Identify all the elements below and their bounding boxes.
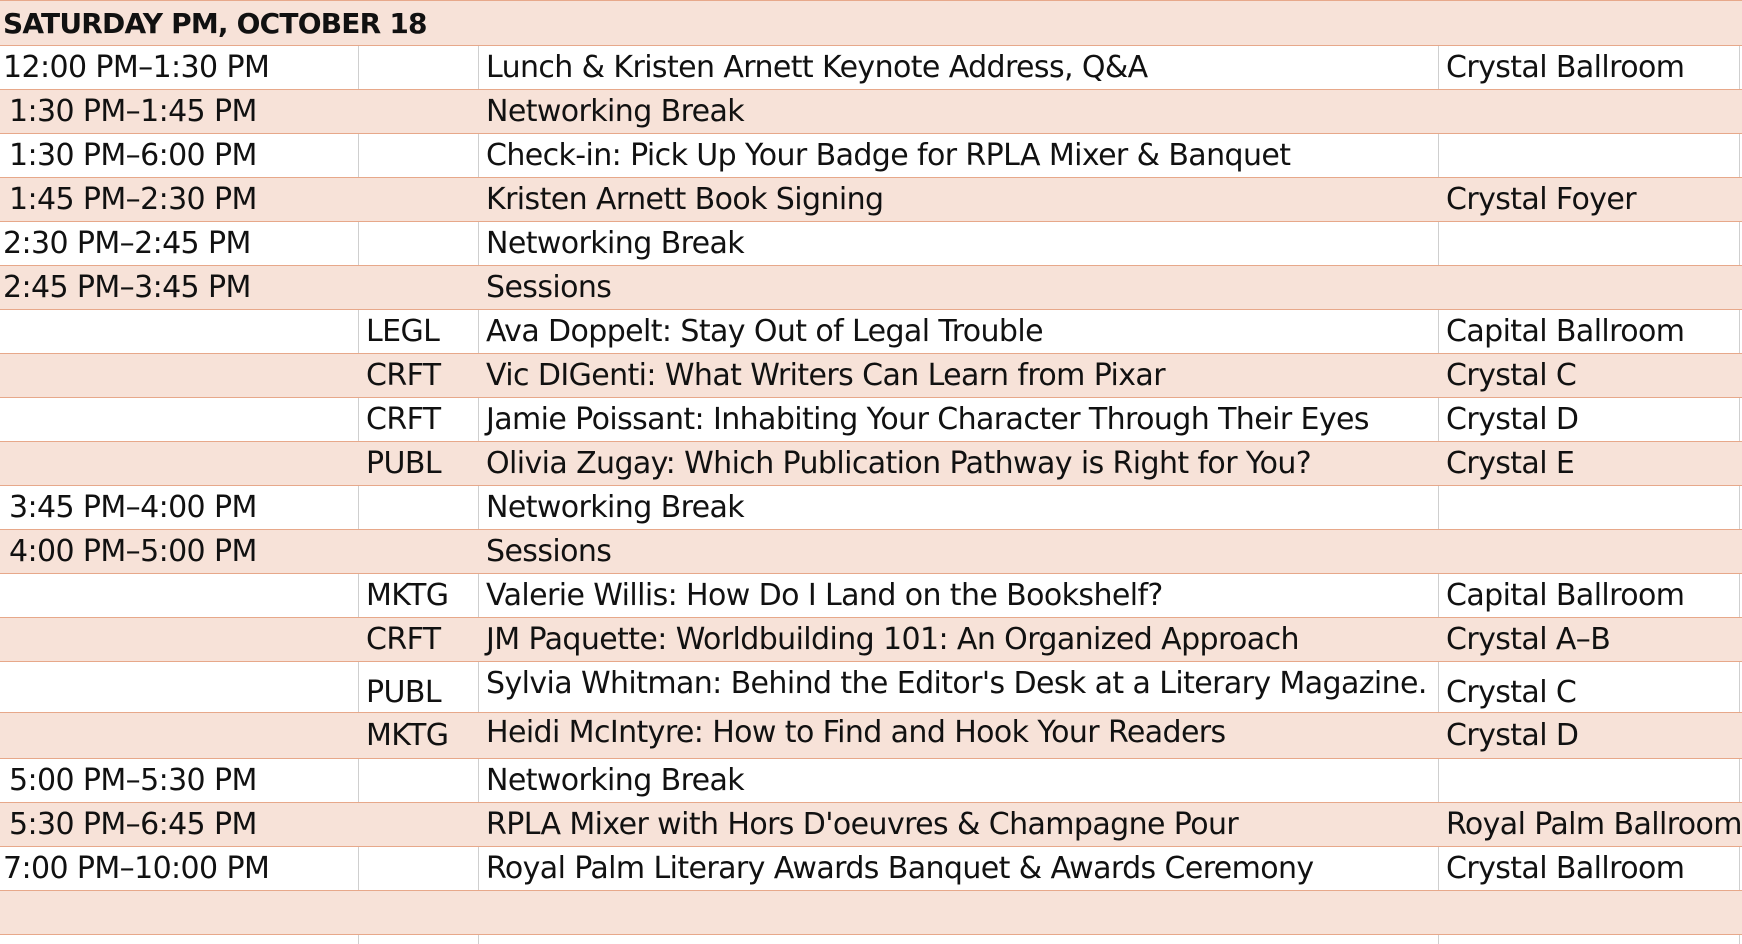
schedule-row[interactable]	[0, 89, 1742, 133]
column-divider	[478, 310, 479, 353]
track-cell[interactable]: LEGL	[366, 314, 440, 349]
room-cell[interactable]: Crystal E	[1446, 446, 1575, 481]
room-cell[interactable]: Crystal Ballroom	[1446, 50, 1685, 85]
column-divider	[1438, 222, 1439, 265]
schedule-row[interactable]	[0, 177, 1742, 221]
event-cell[interactable]: Ava Doppelt: Stay Out of Legal Trouble	[486, 314, 1043, 349]
column-divider	[1739, 662, 1740, 712]
time-cell[interactable]: 4:00 PM–5:00 PM	[9, 534, 257, 569]
column-divider	[1739, 759, 1740, 802]
column-divider	[358, 574, 359, 617]
schedule-row[interactable]	[0, 661, 1742, 712]
column-divider	[478, 662, 479, 712]
column-divider	[478, 46, 479, 89]
track-cell[interactable]: PUBL	[366, 675, 441, 710]
room-cell[interactable]: Capital Ballroom	[1446, 314, 1685, 349]
schedule-row[interactable]	[0, 758, 1742, 802]
header-title[interactable]: SATURDAY PM, OCTOBER 18	[3, 6, 427, 40]
room-cell[interactable]: Royal Palm Ballroom	[1446, 807, 1742, 842]
track-cell[interactable]: MKTG	[366, 718, 449, 753]
room-cell[interactable]: Crystal C	[1446, 358, 1577, 393]
event-cell[interactable]: Sylvia Whitman: Behind the Editor's Desk at a Literary Magazine.	[486, 666, 1427, 701]
time-cell[interactable]: 5:30 PM–6:45 PM	[9, 807, 257, 842]
column-divider	[1438, 574, 1439, 617]
column-divider	[1438, 486, 1439, 529]
column-divider	[1438, 310, 1439, 353]
column-divider	[1438, 398, 1439, 441]
column-divider	[358, 759, 359, 802]
time-cell[interactable]: 5:00 PM–5:30 PM	[9, 763, 257, 798]
column-divider	[1438, 759, 1439, 802]
time-cell[interactable]: 7:00 PM–10:00 PM	[3, 851, 270, 886]
schedule-row[interactable]	[0, 45, 1742, 89]
schedule-row[interactable]	[0, 802, 1742, 846]
schedule-row[interactable]	[0, 712, 1742, 758]
track-cell[interactable]: PUBL	[366, 446, 441, 481]
schedule-row[interactable]	[0, 353, 1742, 397]
event-cell[interactable]: Kristen Arnett Book Signing	[486, 182, 884, 217]
column-divider	[1739, 486, 1740, 529]
column-divider	[478, 398, 479, 441]
column-divider	[478, 222, 479, 265]
column-divider	[1739, 134, 1740, 177]
event-cell[interactable]: Royal Palm Literary Awards Banquet & Awards Ceremony	[486, 851, 1314, 886]
event-cell[interactable]: Networking Break	[486, 226, 745, 261]
schedule-row-partial[interactable]	[0, 934, 1742, 944]
column-divider	[478, 574, 479, 617]
schedule-row[interactable]	[0, 265, 1742, 309]
column-divider	[358, 46, 359, 89]
time-cell[interactable]: 1:30 PM–1:45 PM	[9, 94, 257, 129]
schedule-row[interactable]	[0, 397, 1742, 441]
column-divider	[358, 662, 359, 712]
column-divider	[1438, 847, 1439, 890]
room-cell[interactable]: Crystal D	[1446, 718, 1579, 753]
room-cell[interactable]: Crystal C	[1446, 675, 1577, 710]
column-divider	[1438, 662, 1439, 712]
event-cell[interactable]: Lunch & Kristen Arnett Keynote Address, Q&A	[486, 50, 1148, 85]
room-cell[interactable]: Crystal Ballroom	[1446, 851, 1685, 886]
event-cell[interactable]: RPLA Mixer with Hors D'oeuvres & Champagne Pour	[486, 807, 1239, 842]
event-cell[interactable]: Valerie Willis: How Do I Land on the Bookshelf?	[486, 578, 1163, 613]
event-cell[interactable]: Olivia Zugay: Which Publication Pathway is Right for You?	[486, 446, 1312, 481]
column-divider	[358, 486, 359, 529]
time-cell[interactable]: 1:30 PM–6:00 PM	[9, 138, 257, 173]
event-cell[interactable]: Networking Break	[486, 490, 745, 525]
time-cell[interactable]: 1:45 PM–2:30 PM	[9, 182, 257, 217]
column-divider	[1739, 847, 1740, 890]
column-divider	[358, 935, 359, 944]
schedule-row[interactable]	[0, 846, 1742, 890]
column-divider	[1739, 46, 1740, 89]
room-cell[interactable]: Capital Ballroom	[1446, 578, 1685, 613]
time-cell[interactable]: 2:45 PM–3:45 PM	[3, 270, 251, 305]
schedule-row[interactable]	[0, 441, 1742, 485]
track-cell[interactable]: CRFT	[366, 402, 441, 437]
column-divider	[1739, 398, 1740, 441]
column-divider	[478, 935, 479, 944]
event-cell[interactable]: Heidi McIntyre: How to Find and Hook Your Readers	[486, 715, 1226, 750]
column-divider	[1438, 935, 1439, 944]
schedule-row[interactable]	[0, 485, 1742, 529]
column-divider	[1739, 574, 1740, 617]
event-cell[interactable]: Networking Break	[486, 763, 745, 798]
column-divider	[358, 398, 359, 441]
room-cell[interactable]: Crystal D	[1446, 402, 1579, 437]
event-cell[interactable]: Jamie Poissant: Inhabiting Your Character Through Their Eyes	[486, 402, 1369, 437]
time-cell[interactable]: 12:00 PM–1:30 PM	[3, 50, 270, 85]
event-cell[interactable]: Vic DIGenti: What Writers Can Learn from Pixar	[486, 358, 1165, 393]
column-divider	[358, 310, 359, 353]
column-divider	[1739, 310, 1740, 353]
time-cell[interactable]: 2:30 PM–2:45 PM	[3, 226, 251, 261]
column-divider	[358, 222, 359, 265]
column-divider	[1739, 222, 1740, 265]
event-cell[interactable]: Networking Break	[486, 94, 745, 129]
column-divider	[478, 847, 479, 890]
column-divider	[478, 134, 479, 177]
schedule-row[interactable]	[0, 221, 1742, 265]
track-cell[interactable]: MKTG	[366, 578, 449, 613]
time-cell[interactable]: 3:45 PM–4:00 PM	[9, 490, 257, 525]
schedule-row[interactable]	[0, 309, 1742, 353]
room-cell[interactable]: Crystal A–B	[1446, 622, 1611, 657]
column-divider	[1438, 134, 1439, 177]
schedule-row[interactable]	[0, 573, 1742, 617]
event-cell[interactable]: Check-in: Pick Up Your Badge for RPLA Mixer & Banquet	[486, 138, 1291, 173]
column-divider	[358, 847, 359, 890]
column-divider	[478, 486, 479, 529]
track-cell[interactable]: CRFT	[366, 622, 441, 657]
event-cell[interactable]: Sessions	[486, 270, 612, 305]
column-divider	[358, 134, 359, 177]
schedule-row[interactable]	[0, 890, 1742, 934]
schedule-row[interactable]	[0, 617, 1742, 661]
schedule-row[interactable]	[0, 529, 1742, 573]
column-divider	[1438, 46, 1439, 89]
room-cell[interactable]: Crystal Foyer	[1446, 182, 1636, 217]
header-row[interactable]	[0, 0, 1742, 45]
event-cell[interactable]: JM Paquette: Worldbuilding 101: An Organized Approach	[486, 622, 1299, 657]
track-cell[interactable]: CRFT	[366, 358, 441, 393]
schedule-row[interactable]	[0, 133, 1742, 177]
event-cell[interactable]: Sessions	[486, 534, 612, 569]
column-divider	[1739, 935, 1740, 944]
column-divider	[478, 759, 479, 802]
